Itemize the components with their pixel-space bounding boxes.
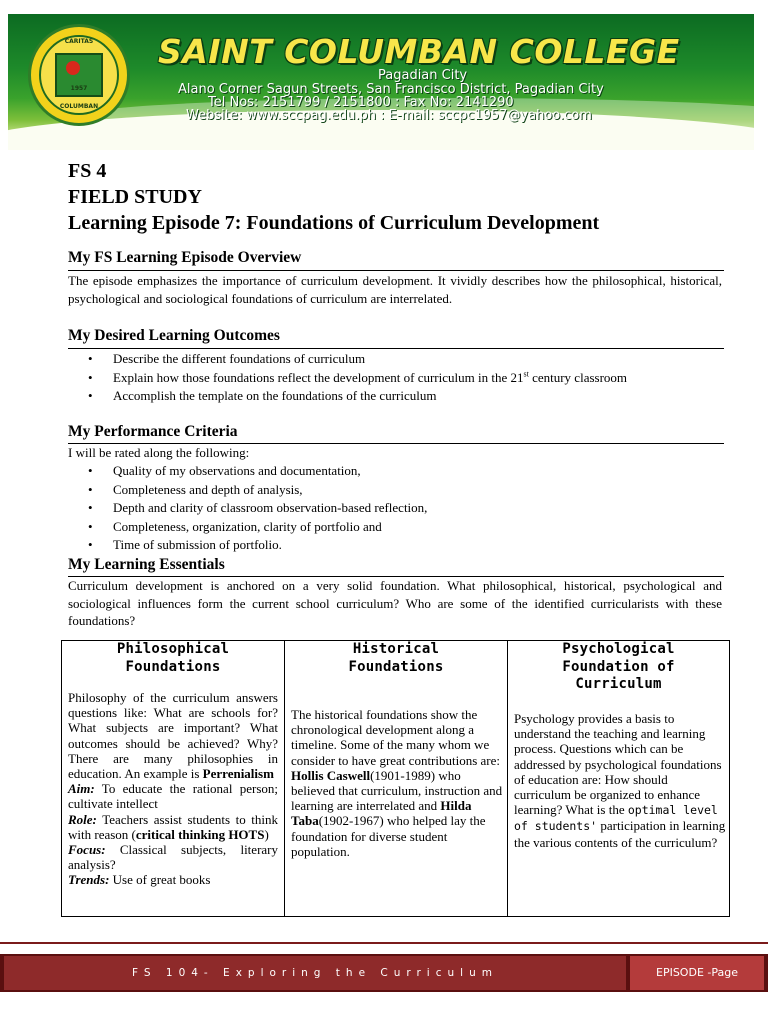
historical-name-taba: Hilda Taba <box>291 798 472 829</box>
aim-text: To educate the rational person; cultivate intellect <box>68 781 278 812</box>
column-heading-line: Psychological <box>562 641 675 657</box>
philosophical-column <box>62 641 285 916</box>
college-seal-logo <box>28 24 130 126</box>
outcome-text-tail: century classroom <box>528 369 628 385</box>
column-heading <box>508 641 729 694</box>
outcomes-divider <box>68 348 724 349</box>
list-item: • Completeness, organization, clarity of portfolio and <box>88 518 427 537</box>
role-text: Teachers assist students to think with reason ( <box>68 811 278 842</box>
footer-divider <box>0 942 768 944</box>
column-heading-line: Philosophical <box>116 641 230 657</box>
historical-name-caswell: Hollis Caswell <box>291 767 371 783</box>
course-code-title: FS 4 <box>68 160 107 182</box>
essentials-text: Curriculum development is anchored on a very solid foundation. What philosophical, historical, psychological and sociological influences form the current school curriculum? Who are some of the identified curricularists with these foundations? <box>68 578 722 628</box>
field-study-title: FIELD STUDY <box>68 186 202 208</box>
role-end: ) <box>264 826 269 842</box>
historical-text-part: (1901-1989) who believed that curriculum, instruction and learning are interrelated and <box>291 767 503 814</box>
philosophy-intro: Philosophy of the curriculum answers questions like: What are schools for? What subjects are important? What outcomes should be achieved? Why? There are many philosophies in education. An example is <box>68 690 278 782</box>
role-bold-text: critical thinking HOTS <box>135 826 265 842</box>
essentials-heading: My Learning Essentials <box>68 556 225 573</box>
list-item: • Completeness and depth of analysis, <box>88 481 427 500</box>
psychological-text-part: participation in learning the various contents of the curriculum? <box>514 818 726 850</box>
episode-title: Learning Episode 7: Foundations of Curriculum Development <box>68 212 600 234</box>
psychological-text <box>514 711 726 850</box>
college-name: SAINT COLUMBAN COLLEGE <box>158 32 680 71</box>
seal-text-year: 1957 <box>70 85 88 92</box>
trends-text: Use of great books <box>109 872 211 888</box>
banner-city: Pagadian City <box>378 68 468 83</box>
footer-page-label: EPISODE -Page <box>630 956 764 990</box>
list-item: • Accomplish the template on the foundations of the curriculum <box>88 387 627 406</box>
banner-address: Alano Corner Sagun Streets, San Francisco District, Pagadian City <box>178 82 604 97</box>
outcome-superscript: st <box>523 369 529 379</box>
outcomes-list <box>88 350 627 406</box>
philosophical-text <box>68 690 278 888</box>
focus-label: Focus: <box>68 842 106 858</box>
list-item: • Time of submission of portfolio. <box>88 536 427 555</box>
column-heading-line: Curriculum <box>575 676 662 692</box>
banner-telephone: Tel Nos: 2151799 / 2151800 : Fax No: 2141290 <box>208 95 514 110</box>
philosophy-example: Perrenialism <box>202 766 274 782</box>
overview-heading: My FS Learning Episode Overview <box>68 249 302 266</box>
page-footer <box>0 954 768 992</box>
foundations-table <box>61 640 730 917</box>
seal-text-bottom: COLUMBAN <box>59 103 99 110</box>
overview-text: The episode emphasizes the importance of curriculum development. It vividly describes how the philosophical, historical, psychological and sociological foundations of curriculum are interrelated. <box>68 273 722 306</box>
criteria-heading: My Performance Criteria <box>68 423 238 440</box>
historical-text <box>291 707 503 859</box>
footer-course: FS 104- Exploring the Curriculum <box>4 956 626 990</box>
column-heading <box>62 641 284 676</box>
criteria-list <box>88 462 427 555</box>
list-item <box>88 369 627 388</box>
aim-label: Aim: <box>68 781 95 797</box>
focus-text: Classical subjects, literary analysis? <box>68 842 278 873</box>
outcome-text: Explain how those foundations reflect the development of curriculum in the 21 <box>113 369 524 385</box>
list-item: • Depth and clarity of classroom observation-based reflection, <box>88 499 427 518</box>
psychological-mono-text: optimal level of students' <box>514 803 718 834</box>
outcomes-heading: My Desired Learning Outcomes <box>68 327 280 344</box>
seal-emblem <box>66 61 80 75</box>
column-heading-line: Foundations <box>125 658 221 675</box>
column-heading <box>285 641 507 676</box>
column-heading-line: Foundations <box>348 658 444 675</box>
overview-divider <box>68 270 724 271</box>
psychological-text-part: Psychology provides a basis to understand the teaching and learning process. Questions which can be addressed by psychological foundations of education are: How should curriculum be organized to enhance learning? What is the <box>514 711 722 818</box>
historical-column <box>285 641 508 916</box>
historical-text-part: (1902-1967) who helped lay the foundation for diverse student population. <box>291 813 486 859</box>
header-banner <box>8 14 754 150</box>
role-label: Role: <box>68 811 97 827</box>
psychological-column <box>508 641 729 916</box>
trends-label: Trends: <box>68 872 110 888</box>
seal-text-top: CARITAS <box>64 38 94 45</box>
list-item: • Describe the different foundations of curriculum <box>88 350 627 369</box>
list-item: • Quality of my observations and documentation, <box>88 462 427 481</box>
historical-text-part: The historical foundations show the chronological development along a timeline. Some of the many whom we consider to have great contributions are: <box>291 707 501 768</box>
criteria-intro: I will be rated along the following: <box>68 445 250 460</box>
column-heading-line: Foundation of <box>562 658 675 675</box>
column-heading-line: Historical <box>352 641 440 657</box>
banner-website-email: Website: www.sccpag.edu.ph : E-mail: sccpc1957@yahoo.com <box>186 108 592 123</box>
